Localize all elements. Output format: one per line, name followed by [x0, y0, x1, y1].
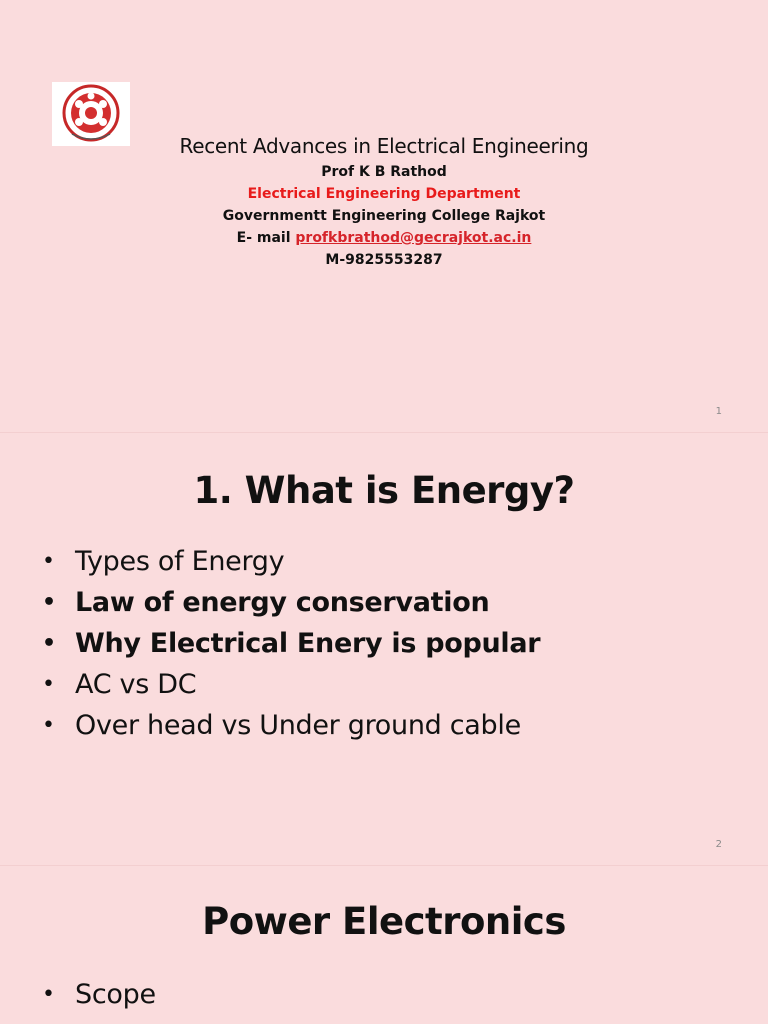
bullet-icon: • — [42, 713, 55, 738]
slide-number: 1 — [715, 406, 722, 417]
college-name: Governmentt Engineering College Rajkot — [222, 208, 546, 224]
slide-heading: 1. What is Energy? — [193, 469, 575, 512]
list-item: • Scope — [42, 974, 156, 1015]
bullet-icon: • — [42, 982, 55, 1007]
presentation-title: Recent Advances in Electrical Engineering — [179, 134, 589, 158]
list-item: • Why Electrical Enery is popular — [42, 623, 540, 664]
department-name: Electrical Engineering Department — [247, 186, 521, 202]
author-name: Prof K B Rathod — [321, 164, 447, 180]
email-link[interactable]: profkbrathod@gecrajkot.ac.in — [295, 230, 532, 246]
list-item: • Over head vs Under ground cable — [42, 705, 540, 746]
bullet-icon: • — [42, 631, 56, 656]
email-label: E- mail — [236, 230, 296, 246]
list-item: • AC vs DC — [42, 664, 540, 705]
list-item: • Law of energy conservation — [42, 582, 540, 623]
bullet-icon: • — [42, 549, 55, 574]
bullet-list — [42, 541, 540, 746]
slide-3 — [0, 866, 768, 1024]
mobile-number: M-9825553287 — [325, 252, 443, 268]
bullet-icon: • — [42, 590, 56, 615]
slide-2 — [0, 433, 768, 865]
bullet-list — [42, 974, 156, 1015]
slide-heading: Power Electronics — [202, 900, 566, 943]
list-item: • Types of Energy — [42, 541, 540, 582]
email-line — [0, 230, 768, 246]
slide-1 — [0, 0, 768, 432]
slide-number: 2 — [715, 839, 722, 850]
bullet-icon: • — [42, 672, 55, 697]
